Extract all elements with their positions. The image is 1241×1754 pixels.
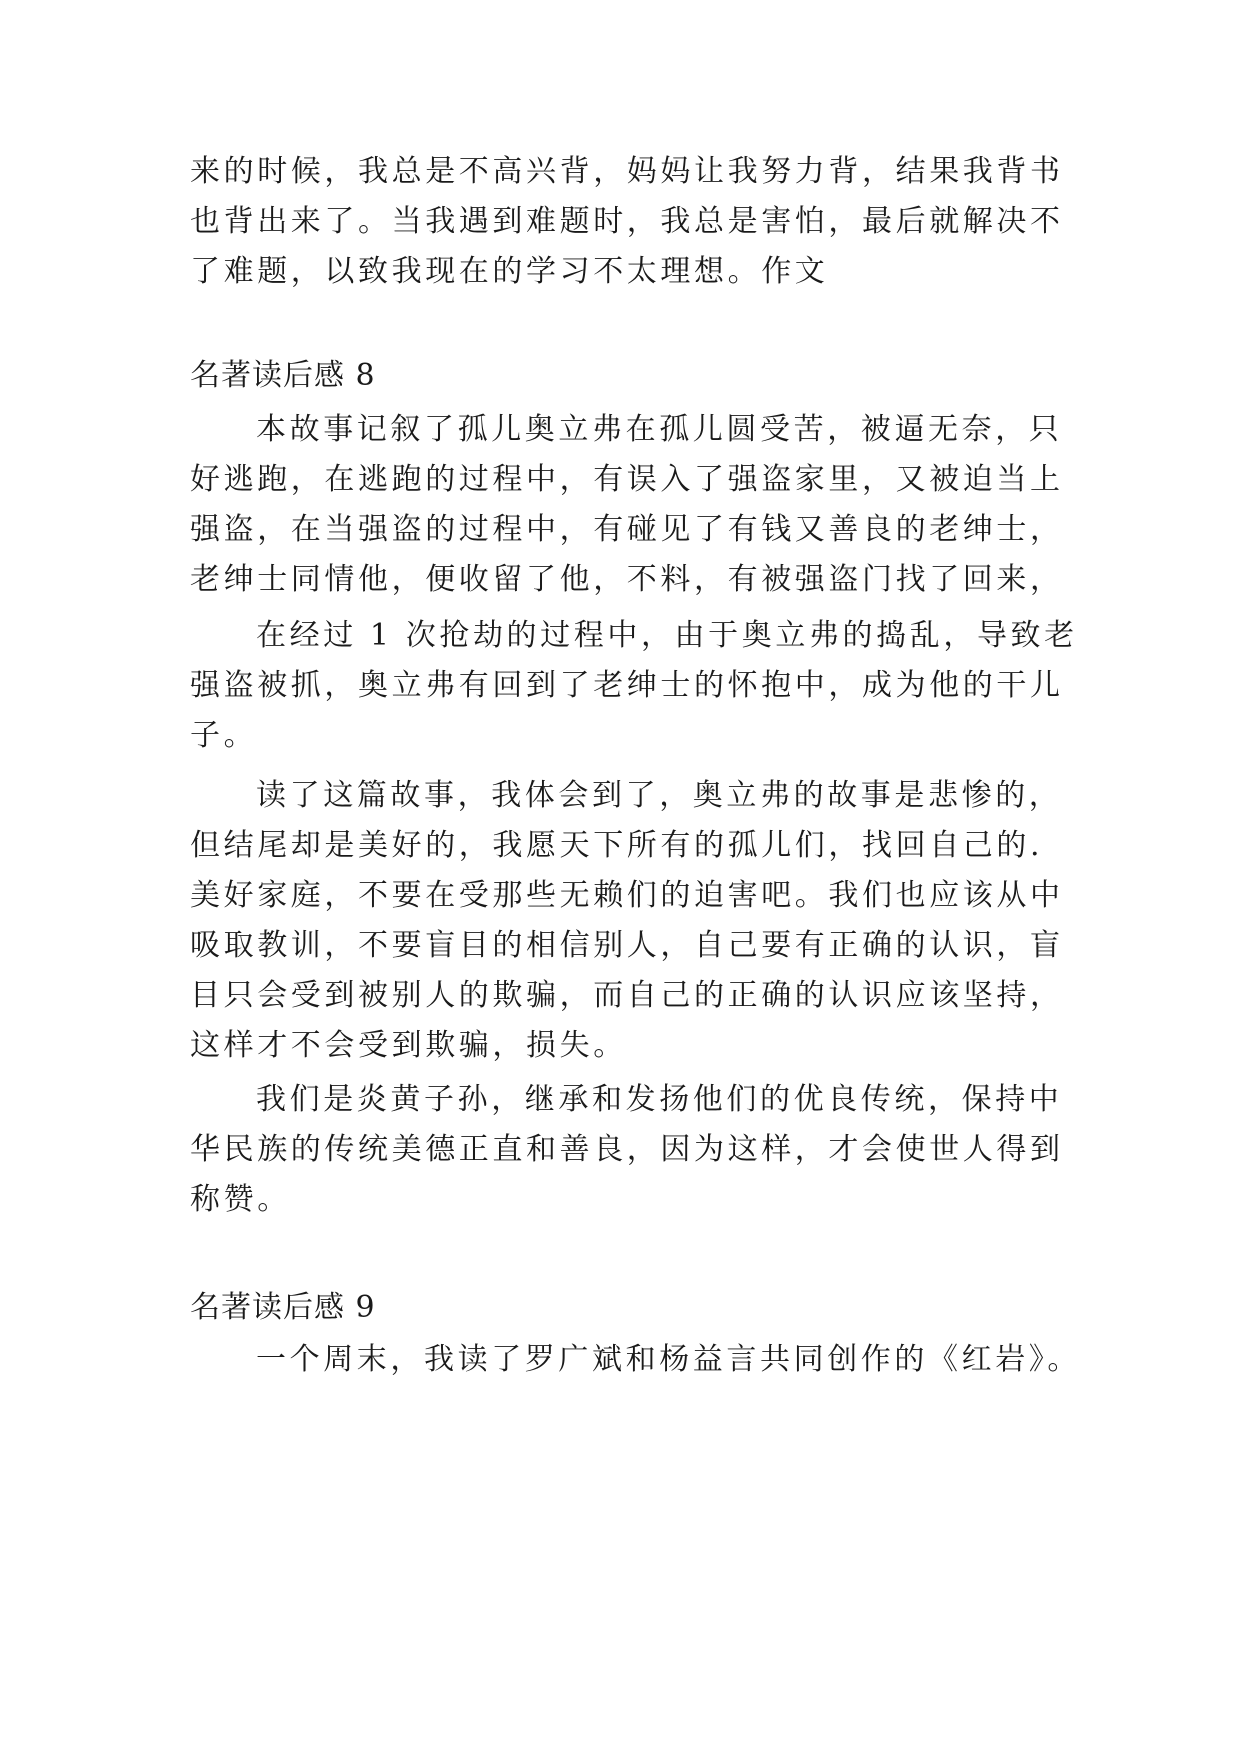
section-8-line-16: 称赞。	[190, 1182, 291, 1217]
intro-line-1: 来的时候，我总是不高兴背，妈妈让我努力背，结果我背书	[190, 154, 1064, 189]
section-9-line-1: 一个周末，我读了罗广斌和杨益言共同创作的《红岩》。	[256, 1342, 1081, 1377]
intro-line-2: 也背出来了。当我遇到难题时，我总是害怕，最后就解决不	[190, 204, 1064, 239]
section-8-line-3: 强盗，在当强盗的过程中，有碰见了有钱又善良的老绅士，	[190, 512, 1064, 547]
section-8-line-14: 我们是炎黄子孙，继承和发扬他们的优良传统，保持中	[256, 1082, 1063, 1117]
section-8-line-12: 目只会受到被别人的欺骗，而自己的正确的认识应该坚持，	[190, 978, 1064, 1013]
section-9-title: 名著读后感 9	[190, 1290, 376, 1325]
section-8-line-10: 美好家庭，不要在受那些无赖们的迫害吧。我们也应该从中	[190, 878, 1064, 913]
section-8-line-4: 老绅士同情他，便收留了他，不料，有被强盗门找了回来，	[190, 562, 1064, 597]
section-8-line-6: 强盗被抓，奥立弗有回到了老绅士的怀抱中，成为他的干儿	[190, 668, 1064, 703]
section-8-line-13: 这样才不会受到欺骗，损失。	[190, 1028, 627, 1063]
section-8-line-11: 吸取教训，不要盲目的相信别人，自己要有正确的认识，盲	[190, 928, 1064, 963]
section-8-line-9: 但结尾却是美好的，我愿天下所有的孤儿们，找回自己的.	[190, 828, 1044, 863]
section-8-line-1: 本故事记叙了孤儿奥立弗在孤儿圆受苦，被逼无奈，只	[256, 412, 1063, 447]
intro-line-3: 了难题，以致我现在的学习不太理想。作文	[190, 254, 829, 289]
section-8-line-5: 在经过 1 次抢劫的过程中，由于奥立弗的捣乱，导致老	[256, 618, 1078, 653]
section-8-title: 名著读后感 8	[190, 358, 376, 393]
section-8-line-2: 好逃跑，在逃跑的过程中，有误入了强盗家里，又被迫当上	[190, 462, 1064, 497]
section-8-line-7: 子。	[190, 718, 258, 753]
section-8-line-8: 读了这篇故事，我体会到了，奥立弗的故事是悲惨的，	[256, 778, 1063, 813]
section-8-line-15: 华民族的传统美德正直和善良，因为这样，才会使世人得到	[190, 1132, 1064, 1167]
